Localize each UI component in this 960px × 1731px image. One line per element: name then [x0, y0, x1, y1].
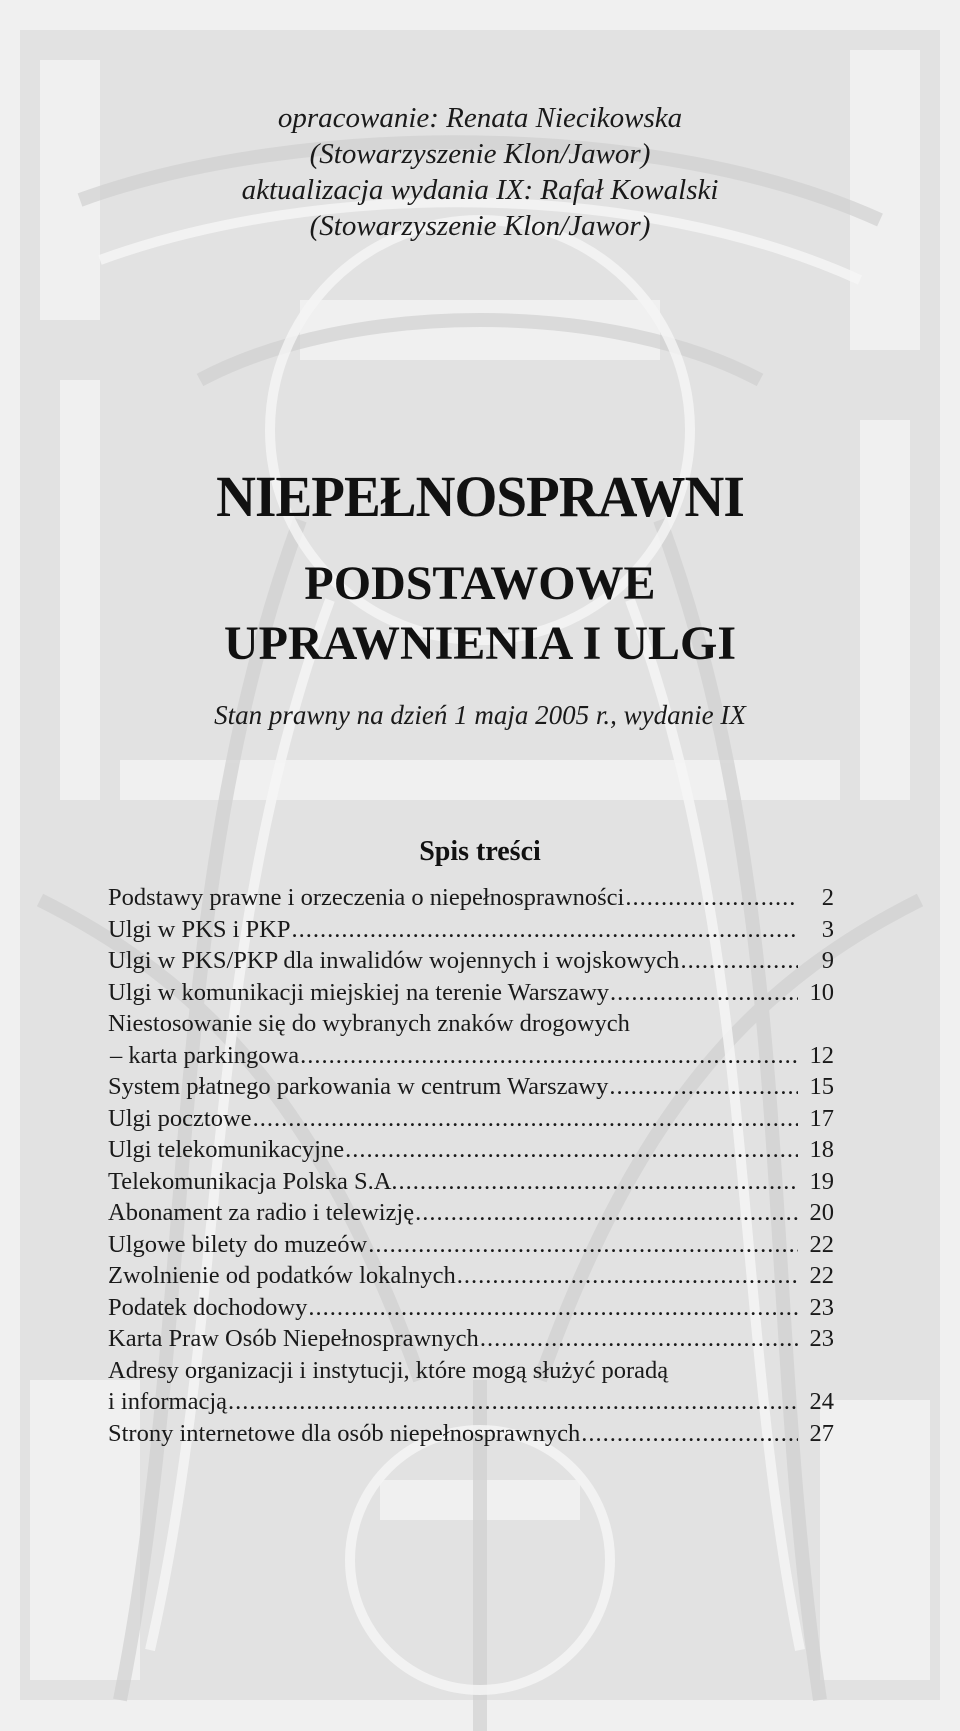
title-block	[0, 462, 960, 674]
toc-leader	[625, 882, 798, 914]
toc-leader	[680, 945, 798, 977]
toc-entry-title: Ulgi w PKS i PKP	[108, 915, 291, 943]
toc-leader	[581, 1418, 798, 1450]
toc-entry-page: 17	[809, 1104, 834, 1132]
toc-entry-page: 22	[809, 1230, 834, 1258]
toc-leader	[368, 1229, 798, 1261]
toc-leader	[253, 1103, 798, 1135]
toc-leader	[480, 1323, 798, 1355]
toc-entry-title: Ulgi telekomunikacyjne	[108, 1136, 345, 1163]
toc-entry	[108, 977, 834, 1009]
toc-entry-page: 3	[821, 915, 834, 943]
toc-entry-title: Zwolnienie od podatków lokalnych	[108, 1262, 456, 1289]
document-title: NIEPEŁNOSPRAWNI	[216, 464, 744, 529]
toc-entry-page: 24	[809, 1388, 834, 1415]
toc-entry-title: System płatnego parkowania w centrum Warszawy	[108, 1073, 609, 1100]
toc-entry-page: 2	[821, 884, 834, 911]
toc-entry	[108, 945, 834, 977]
toc-entry-title: Abonament za radio i telewizję	[108, 1199, 415, 1226]
toc-entry	[108, 1418, 834, 1450]
toc-entry-title: Ulgi pocztowe	[108, 1104, 252, 1132]
credits-author: opracowanie: Renata Niecikowska	[277, 102, 683, 134]
document-subtitle	[0, 554, 960, 674]
toc-entry-title: Ulgi w komunikacji miejskiej na terenie Warszawy	[108, 978, 610, 1006]
toc-leader	[610, 977, 798, 1009]
toc-entry-title: Telekomunikacja Polska S.A.	[108, 1167, 398, 1195]
toc-entry-title: Strony internetowe dla osób niepełnosprawnych	[108, 1419, 581, 1447]
toc-leader	[399, 1166, 798, 1198]
table-of-contents	[108, 882, 834, 1449]
toc-heading: Spis treści	[419, 836, 541, 867]
toc-entry-title-line1: Adresy organizacji i instytucji, które mogą służyć poradą	[108, 1356, 669, 1384]
toc-entry	[108, 1071, 834, 1103]
toc-entry-page: 18	[809, 1136, 834, 1163]
toc-entry-page: 19	[809, 1167, 834, 1195]
toc-entry	[108, 1292, 834, 1324]
credits-updater: aktualizacja wydania IX: Rafał Kowalski	[241, 174, 719, 206]
credits-updater-org: (Stowarzyszenie Klon/Jawor)	[309, 210, 651, 242]
toc-entry-title: – karta parkingowa	[110, 1041, 300, 1069]
toc-entry-page: 23	[809, 1325, 834, 1352]
toc-entry-title-line1: Niestosowanie się do wybranych znaków drogowych	[108, 1010, 630, 1037]
toc-entry-page: 9	[821, 947, 834, 974]
toc-entry-page: 10	[809, 978, 834, 1006]
subtitle-line-2: UPRAWNIENIA I ULGI	[223, 617, 737, 670]
toc-entry	[108, 914, 834, 946]
credits	[0, 100, 960, 244]
toc-entry-page: 20	[809, 1199, 834, 1226]
toc-leader	[291, 914, 798, 946]
toc-entry	[108, 1103, 834, 1135]
toc-entry-title: Ulgowe bilety do muzeów	[108, 1230, 368, 1258]
toc-leader	[345, 1134, 798, 1166]
toc-entry-title: Karta Praw Osób Niepełnosprawnych	[108, 1325, 479, 1352]
toc-entry	[108, 1386, 834, 1418]
credits-author-org: (Stowarzyszenie Klon/Jawor)	[309, 138, 651, 170]
toc-leader	[300, 1040, 798, 1072]
toc-entry-title: Podstawy prawne i orzeczenia o niepełnosprawności	[108, 884, 625, 911]
toc-entry-title: Ulgi w PKS/PKP dla inwalidów wojennych i wojskowych	[108, 947, 680, 974]
toc-entry-page: 27	[809, 1419, 834, 1447]
toc-entry-title: Podatek dochodowy	[108, 1293, 308, 1321]
toc-leader	[609, 1071, 798, 1103]
toc-entry-page: 23	[809, 1293, 834, 1321]
toc-leader	[457, 1260, 798, 1292]
toc-leader	[415, 1197, 798, 1229]
toc-leader	[308, 1292, 798, 1324]
toc-entry	[108, 882, 834, 914]
toc-entry-page: 22	[809, 1262, 834, 1289]
toc-entry-page: 12	[809, 1041, 834, 1069]
toc-entry-page: 15	[809, 1073, 834, 1100]
toc-leader	[228, 1386, 798, 1418]
toc-entry	[108, 1197, 834, 1229]
toc-entry	[108, 1134, 834, 1166]
toc-entry	[108, 1166, 834, 1198]
toc-entry	[108, 1260, 834, 1292]
toc-entry	[108, 1040, 834, 1072]
subtitle-line-1: PODSTAWOWE	[304, 557, 656, 610]
toc-entry	[108, 1229, 834, 1261]
toc-entry-title: i informacją	[108, 1388, 228, 1415]
toc-entry	[108, 1323, 834, 1355]
legal-status-line: Stan prawny na dzień 1 maja 2005 r., wydanie IX	[214, 700, 746, 730]
